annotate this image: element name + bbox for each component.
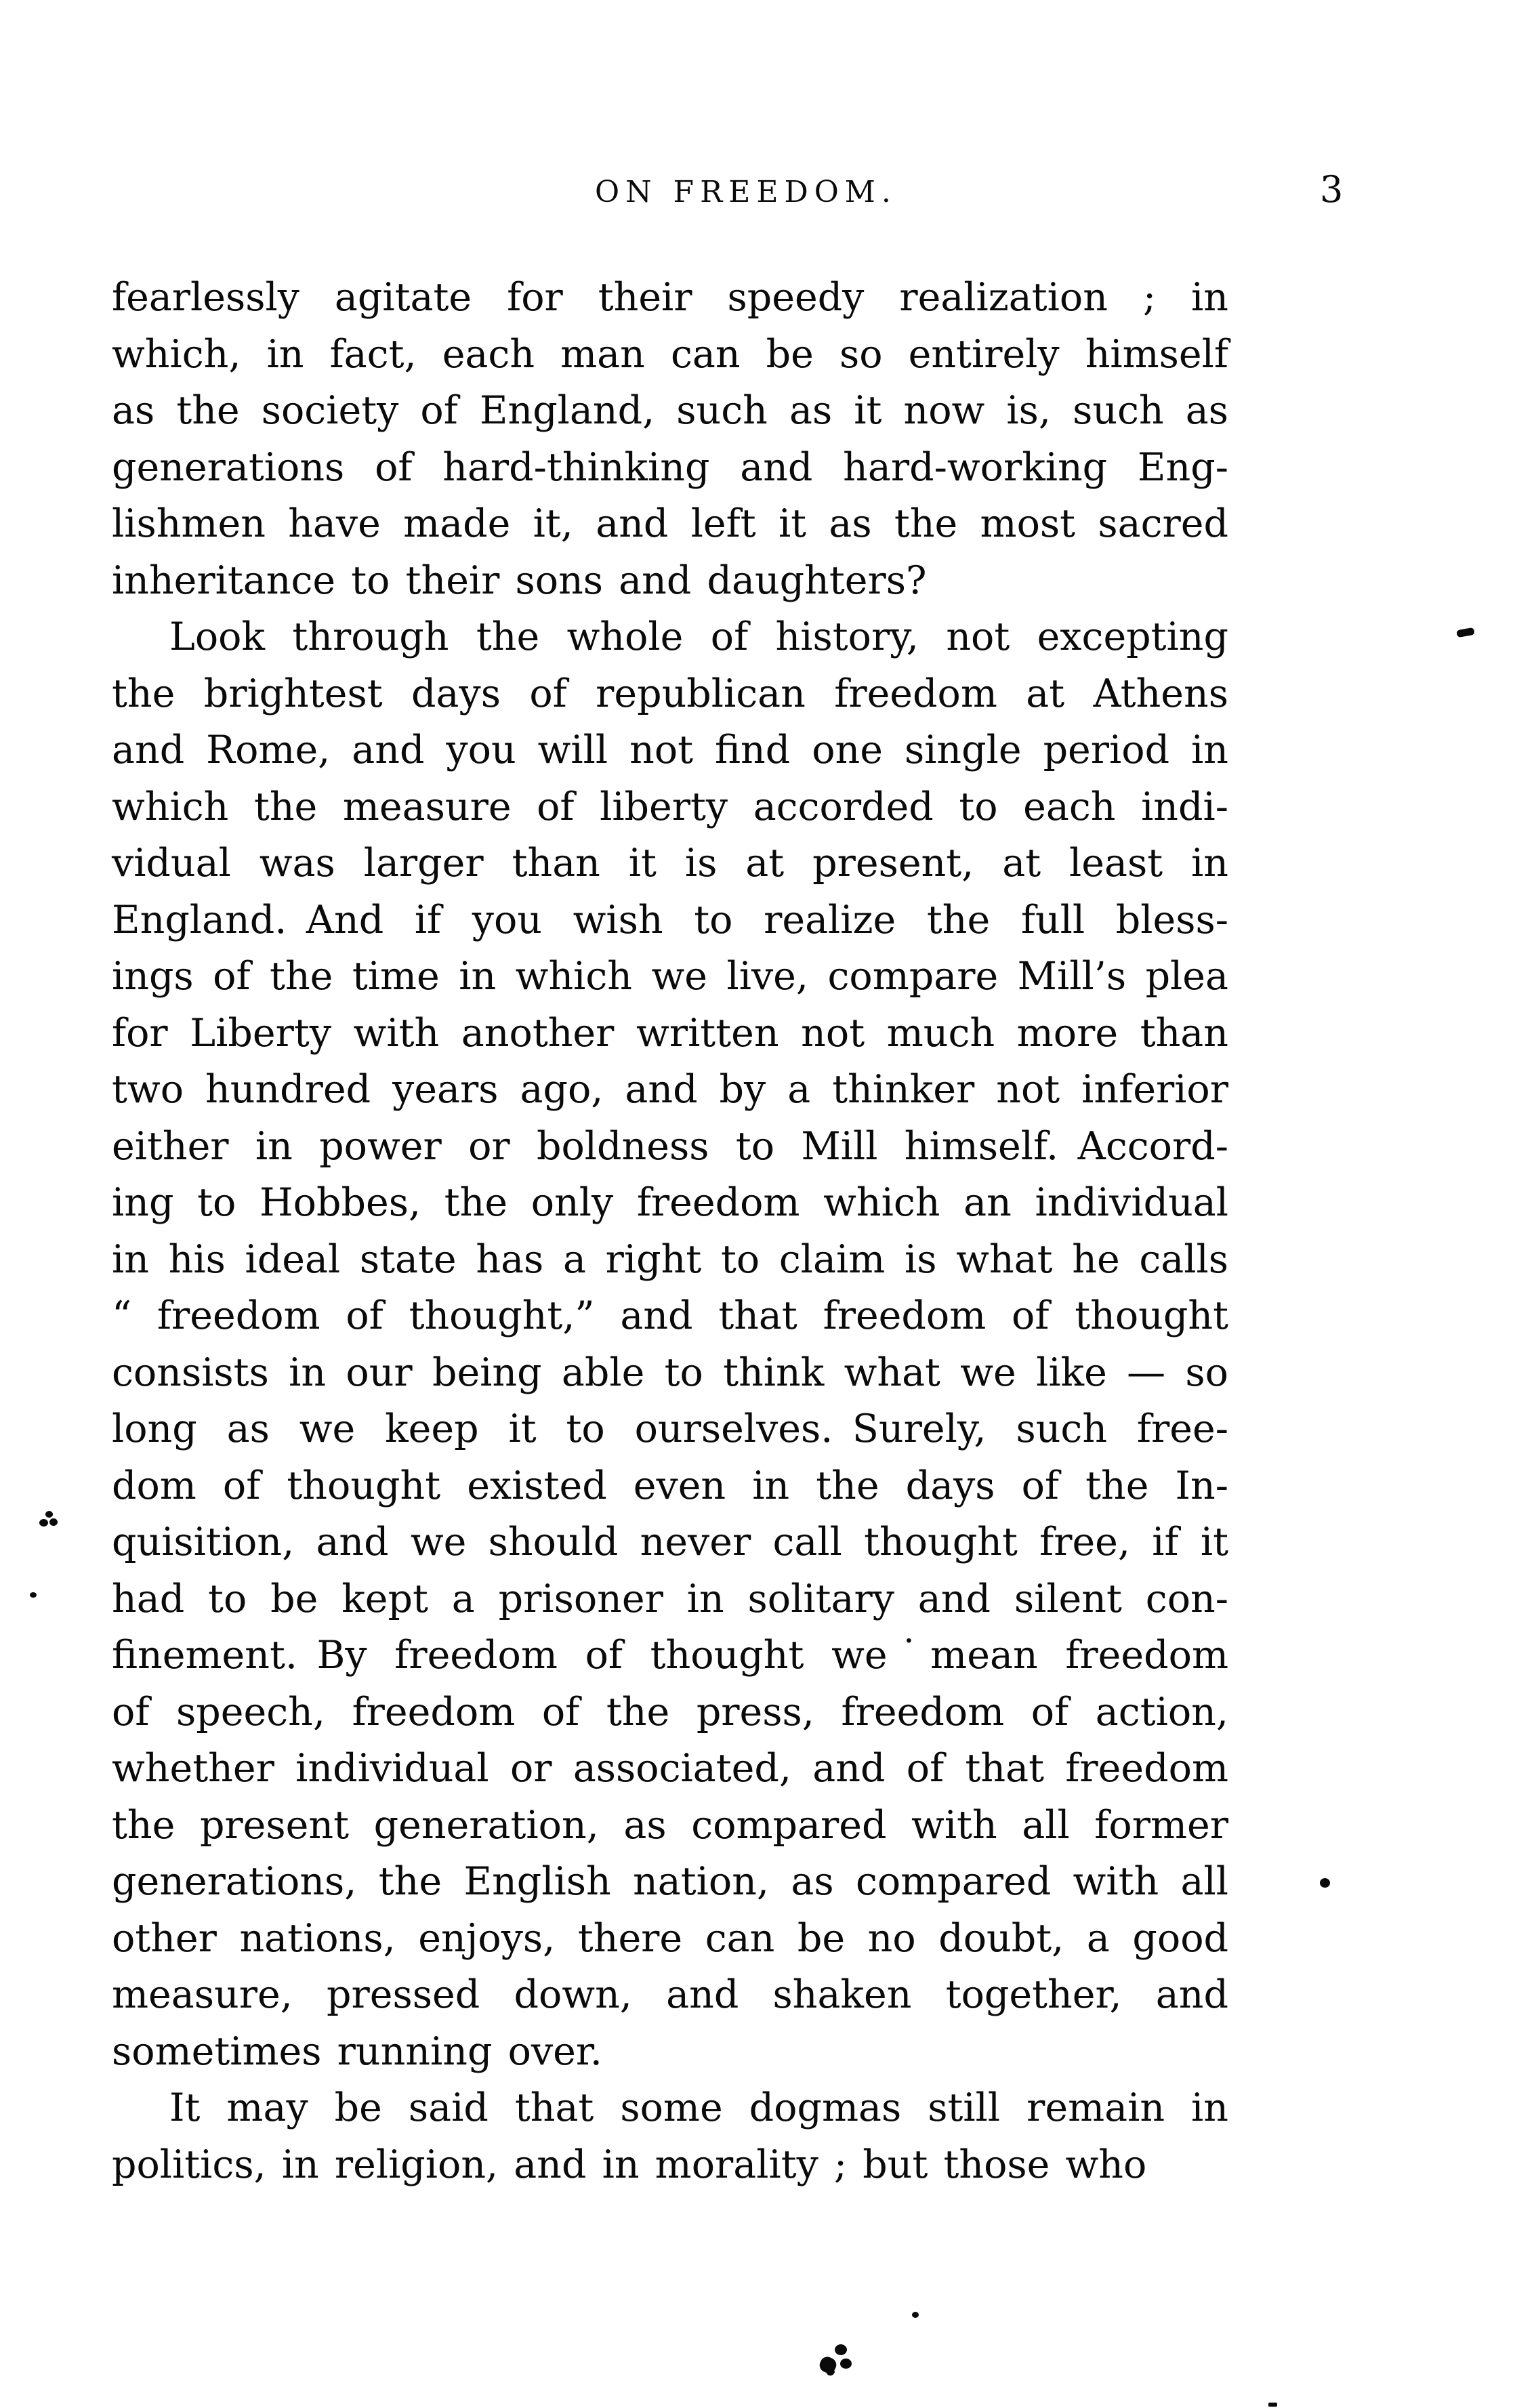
text-line: either in power or boldness to Mill himself. Accord-	[112, 1123, 1228, 1169]
ink-flourish-icon	[820, 2344, 858, 2378]
text-line: generations of hard-thinking and hard-working Eng-	[112, 444, 1228, 490]
text-line: and Rome, and you will not find one single period in	[112, 728, 1228, 772]
text-line: for Liberty with another written not much more than	[112, 1010, 1228, 1056]
text-line: ings of the time in which we live, compare Mill’s plea	[112, 954, 1228, 999]
text-line: as the society of England, such as it now is, such as	[112, 388, 1228, 433]
page-number: 3	[1320, 168, 1344, 211]
text-line: which the measure of liberty accorded to each indi-	[112, 784, 1228, 829]
page-body-text	[112, 270, 1228, 2193]
text-line: England. And if you wish to realize the full bless-	[112, 897, 1228, 942]
text-line: It may be said that some dogmas still remain in	[169, 2085, 1228, 2130]
text-line: ing to Hobbes, the only freedom which an individual	[112, 1180, 1228, 1225]
text-line: politics, in religion, and in morality ; but those who	[112, 2142, 1147, 2187]
text-line: the brightest days of republican freedom at Athens	[112, 671, 1228, 716]
text-line: of speech, freedom of the press, freedom of action,	[112, 1689, 1228, 1735]
ink-star-blob	[49, 1518, 58, 1526]
text-line: which, in fact, each man can be so entirely himself	[112, 331, 1228, 377]
ink-flourish-blob	[835, 2344, 847, 2355]
text-line: Look through the whole of history, not excepting	[169, 615, 1228, 659]
ink-star-blob	[45, 1511, 53, 1518]
text-line: quisition, and we should never call thought free, if it	[112, 1520, 1228, 1564]
text-line: finement. By freedom of thought we˙mean freedom	[112, 1633, 1228, 1678]
text-line: generations, the English nation, as compared with all	[112, 1859, 1228, 1904]
text-line: long as we keep it to ourselves. Surely, such free-	[112, 1407, 1228, 1451]
text-line: other nations, enjoys, there can be no doubt, a good	[112, 1915, 1228, 1961]
text-line: inheritance to their sons and daughters?	[112, 558, 927, 603]
ink-edge-dash-icon	[1268, 2403, 1277, 2407]
text-line: sometimes running over.	[112, 2029, 602, 2074]
text-line: whether individual or associated, and of that freedom	[112, 1746, 1228, 1791]
ink-dash-icon	[1456, 627, 1475, 638]
ink-star-blob	[39, 1519, 48, 1527]
text-line: had to be kept a prisoner in solitary and silent con-	[112, 1576, 1228, 1621]
text-line: lishmen have made it, and left it as the most sacred	[112, 501, 1228, 546]
running-header-title: ON FREEDOM.	[595, 175, 897, 209]
text-line: in his ideal state has a right to claim is what he calls	[112, 1237, 1228, 1282]
ink-star-icon	[39, 1511, 60, 1530]
text-line: fearlessly agitate for their speedy realization ; in	[112, 275, 1228, 320]
text-line: the present generation, as compared with all former	[112, 1802, 1228, 1848]
ink-flourish-blob	[840, 2359, 852, 2369]
text-line: vidual was larger than it is at present, at least in	[112, 841, 1228, 886]
ink-period-icon	[30, 1592, 37, 1598]
text-line: “ freedom of thought,” and that freedom of thought	[112, 1293, 1228, 1338]
text-line: two hundred years ago, and by a thinker not inferior	[112, 1067, 1228, 1112]
ink-dot-icon	[1320, 1878, 1330, 1888]
text-line: consists in our being able to think what we like — so	[112, 1350, 1228, 1395]
text-line: measure, pressed down, and shaken together, and	[112, 1972, 1228, 2017]
ink-dot-icon	[912, 2312, 919, 2318]
text-line: dom of thought existed even in the days of the In-	[112, 1463, 1228, 1508]
